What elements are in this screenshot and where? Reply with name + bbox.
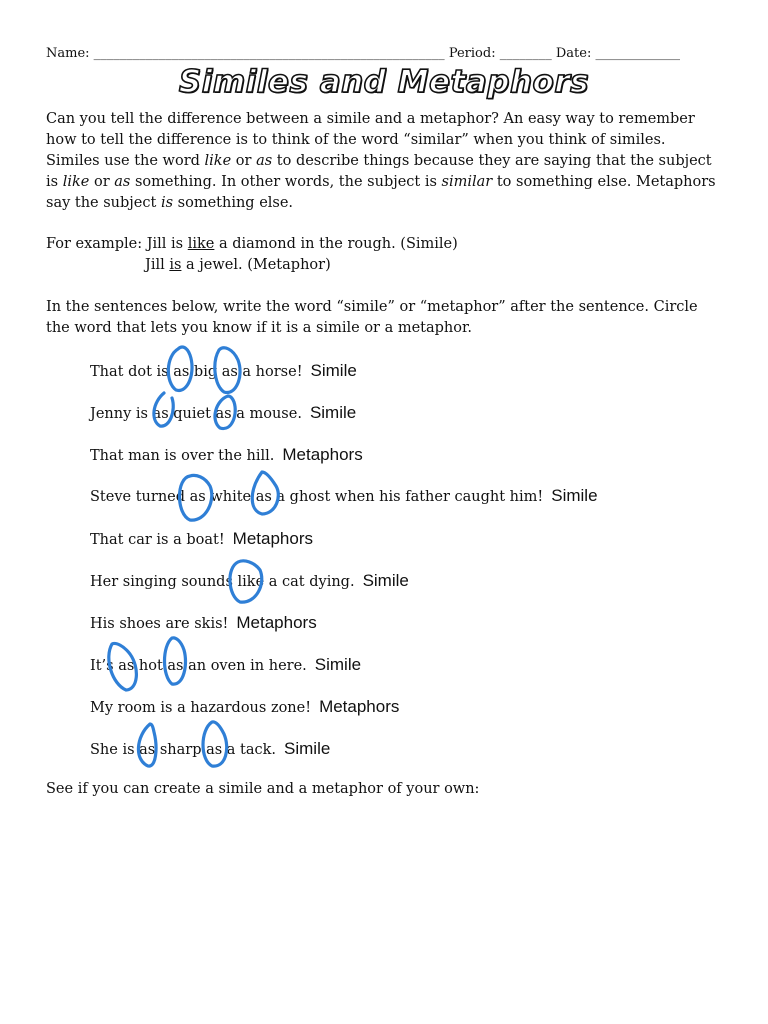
- example-block: [46, 234, 722, 276]
- item-sentence: Jenny is as quiet as a mouse.: [90, 406, 302, 422]
- item-sentence: It’s as hot as an oven in here.: [90, 658, 307, 674]
- example-keyword: is: [169, 257, 182, 273]
- example-text: a diamond in the rough. (Simile): [214, 236, 458, 252]
- exercise-item: [90, 445, 363, 465]
- item-answer[interactable]: Simile: [309, 403, 357, 422]
- exercise-item: [90, 739, 330, 759]
- item-sentence: That dot is as big as a horse!: [90, 364, 303, 380]
- intro-as: as: [114, 174, 131, 190]
- item-answer[interactable]: Simile: [362, 571, 409, 590]
- item-answer[interactable]: Metaphors: [232, 529, 313, 548]
- date-field[interactable]: _____________: [595, 46, 680, 61]
- example-keyword: like: [187, 236, 215, 252]
- period-label: Period:: [448, 46, 496, 61]
- item-answer[interactable]: Simile: [310, 361, 357, 380]
- date-label: Date:: [555, 46, 592, 61]
- intro-is: is: [160, 195, 174, 211]
- example-text: a jewel. (Metaphor): [181, 257, 331, 273]
- item-sentence: His shoes are skis!: [90, 616, 229, 632]
- exercise-item: [90, 571, 409, 591]
- exercise-item: [90, 655, 361, 675]
- closing-prompt: See if you can create a simile and a metaphor of your own:: [46, 781, 480, 797]
- item-sentence: My room is a hazardous zone!: [90, 700, 312, 716]
- example-line-simile: [46, 234, 722, 255]
- example-text: Jill is: [146, 236, 188, 252]
- intro-text: something. In other words, the subject is: [130, 174, 442, 190]
- intro-as: as: [256, 153, 273, 169]
- intro-text: something else.: [173, 195, 294, 211]
- example-text: Jill: [145, 257, 170, 273]
- period-field[interactable]: ________: [499, 46, 552, 61]
- exercise-item: [90, 486, 598, 506]
- item-answer[interactable]: Simile: [314, 655, 362, 674]
- example-line-metaphor: [46, 255, 722, 276]
- header-fields: [46, 46, 726, 61]
- example-label: For example:: [46, 236, 147, 252]
- item-sentence: She is as sharp as a tack.: [90, 742, 277, 758]
- item-sentence: That man is over the hill.: [90, 448, 275, 464]
- item-answer[interactable]: Simile: [551, 486, 598, 505]
- name-field[interactable]: ______________________________________________________: [93, 46, 445, 61]
- exercise-item: [90, 361, 357, 381]
- exercise-item: [90, 529, 313, 549]
- intro-text: Can you tell the difference between a simile and a metaphor? An easy way to remember how to tell the difference is to think of the word “similar” when you think of similes. Similes use the word: [46, 111, 695, 169]
- intro-similar: similar: [441, 174, 493, 190]
- instructions-paragraph: In the sentences below, write the word “simile” or “metaphor” after the sentence. Circle the word that lets you know if it is a simile or a metaphor.: [46, 299, 698, 336]
- intro-text: to describe things because they are saying that the subject is: [46, 153, 712, 190]
- intro-like: like: [204, 153, 232, 169]
- exercise-item: [90, 403, 356, 423]
- item-answer[interactable]: Metaphors: [282, 445, 363, 464]
- item-sentence: That car is a boat!: [90, 532, 225, 548]
- exercise-item: [90, 613, 317, 633]
- intro-like: like: [62, 174, 90, 190]
- item-answer[interactable]: Metaphors: [319, 697, 400, 716]
- item-sentence: Her singing sounds like a cat dying.: [90, 574, 355, 590]
- name-label: Name:: [46, 46, 90, 61]
- item-answer[interactable]: Metaphors: [236, 613, 317, 632]
- item-answer[interactable]: Simile: [284, 739, 331, 758]
- intro-text: to something else. Metaphors say the subject: [46, 174, 716, 211]
- exercise-item: [90, 697, 399, 717]
- worksheet-title: Similes and Metaphors: [178, 64, 590, 100]
- intro-text: or: [89, 174, 115, 190]
- intro-text: or: [231, 153, 257, 169]
- intro-paragraph: [46, 109, 722, 214]
- item-sentence: Steve turned as white as a ghost when his father caught him!: [90, 489, 544, 505]
